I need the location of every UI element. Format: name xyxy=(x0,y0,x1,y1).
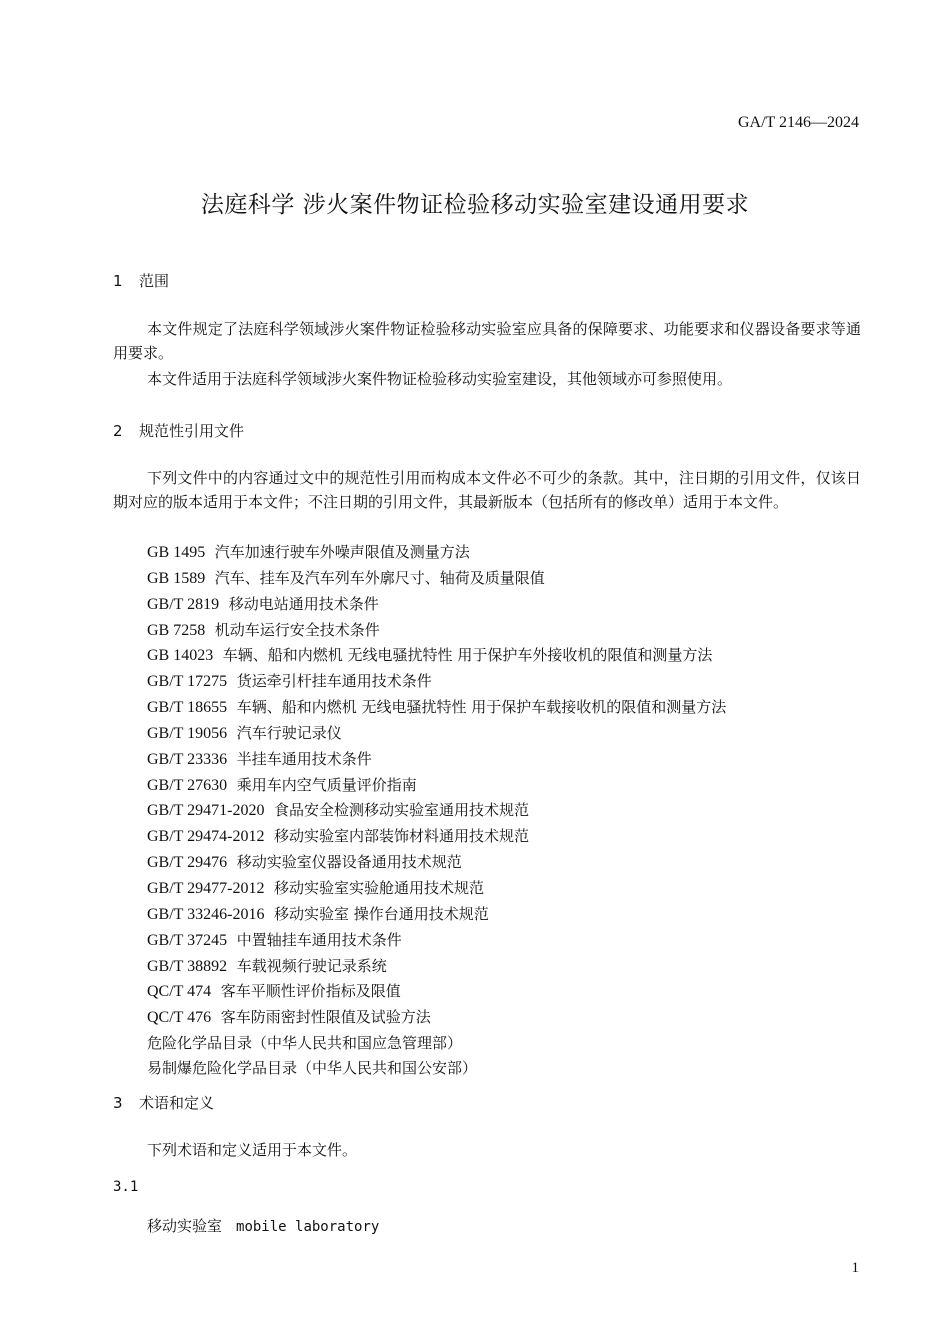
reference-code: GB/T 19056 xyxy=(147,724,228,742)
reference-item xyxy=(147,979,726,1005)
reference-code: QC/T 474 xyxy=(147,983,212,1001)
reference-list xyxy=(147,540,726,1081)
reference-title: 汽车行驶记录仪 xyxy=(236,723,342,742)
section-number: 2 xyxy=(113,422,123,440)
reference-code: GB/T 29477-2012 xyxy=(147,879,265,897)
paragraph: 下列文件中的内容通过文中的规范性引用而构成本文件必不可少的条款。其中，注日期的引用文件，仅该日期对应的版本适用于本文件；不注日期的引用文件，其最新版本（包括所有的修改单）适用于本文件。 xyxy=(113,469,861,511)
reference-item xyxy=(147,643,726,669)
reference-code: GB/T 37245 xyxy=(147,931,228,949)
reference-item xyxy=(147,902,726,928)
reference-code: GB/T 33246-2016 xyxy=(147,905,265,923)
page-number: 1 xyxy=(851,1260,859,1276)
section-title: 规范性引用文件 xyxy=(139,422,245,440)
reference-item xyxy=(147,1056,726,1081)
reference-title: 乘用车内空气质量评价指南 xyxy=(236,775,417,794)
reference-item xyxy=(147,850,726,876)
reference-title: 车辆、船和内燃机 无线电骚扰特性 用于保护车外接收机的限值和测量方法 xyxy=(222,646,713,665)
reference-title: 货运牵引杆挂车通用技术条件 xyxy=(236,672,432,691)
reference-code: GB 1495 xyxy=(147,544,206,561)
reference-item xyxy=(147,824,726,850)
reference-title: 移动实验室仪器设备通用技术规范 xyxy=(236,853,462,872)
reference-item xyxy=(147,592,726,618)
reference-title: 客车防雨密封性限值及试验方法 xyxy=(220,1008,431,1027)
reference-item xyxy=(147,876,726,902)
reference-title: 移动实验室内部装饰材料通用技术规范 xyxy=(274,827,530,846)
reference-code: GB/T 29476 xyxy=(147,854,228,872)
reference-item xyxy=(147,1031,726,1056)
reference-item xyxy=(147,540,726,566)
reference-title: 半挂车通用技术条件 xyxy=(236,749,372,768)
paragraph: 本文件规定了法庭科学领域涉火案件物证检验移动实验室应具备的保障要求、功能要求和仪器设备要求等通用要求。 xyxy=(113,320,861,362)
reference-title: 移动实验室 操作台通用技术规范 xyxy=(274,904,489,923)
reference-code: GB/T 29474-2012 xyxy=(147,828,265,846)
paragraph: 下列术语和定义适用于本文件。 xyxy=(147,1141,358,1159)
document-title: 法庭科学 涉火案件物证检验移动实验室建设通用要求 xyxy=(200,192,750,218)
term-en: mobile laboratory xyxy=(236,1219,380,1235)
reference-title: 移动实验室实验舱通用技术规范 xyxy=(274,878,485,897)
reference-item xyxy=(147,773,726,799)
term-zh: 移动实验室 xyxy=(147,1217,223,1235)
reference-item xyxy=(147,721,726,747)
reference-item xyxy=(147,1005,726,1031)
reference-item xyxy=(147,747,726,773)
reference-item xyxy=(147,669,726,695)
reference-code: GB/T 27630 xyxy=(147,776,228,794)
paragraph: 本文件适用于法庭科学领域涉火案件物证检验移动实验室建设，其他领域亦可参照使用。 xyxy=(147,370,733,388)
section-heading-scope xyxy=(113,270,169,291)
reference-item xyxy=(147,618,726,644)
reference-item xyxy=(147,928,726,954)
reference-code: GB/T 2819 xyxy=(147,595,220,613)
term-entry xyxy=(147,1215,379,1236)
section-title: 范围 xyxy=(139,272,170,290)
reference-title: 机动车运行安全技术条件 xyxy=(214,620,380,639)
reference-title: 食品安全检测移动实验室通用技术规范 xyxy=(274,801,530,820)
section-heading-normative-references xyxy=(113,420,244,441)
section-number: 3 xyxy=(113,1094,123,1112)
reference-title: 汽车、挂车及汽车列车外廓尺寸、轴荷及质量限值 xyxy=(214,568,545,587)
section-heading-terms-and-definitions xyxy=(113,1092,214,1113)
reference-code: GB/T 23336 xyxy=(147,750,228,768)
reference-title: 汽车加速行驶车外噪声限值及测量方法 xyxy=(214,543,470,561)
reference-title: 中置轴挂车通用技术条件 xyxy=(236,930,402,949)
reference-code: GB/T 17275 xyxy=(147,673,228,691)
reference-title: 危险化学品目录（中华人民共和国应急管理部） xyxy=(147,1034,463,1053)
reference-code: GB 7258 xyxy=(147,621,206,639)
reference-code: QC/T 476 xyxy=(147,1009,212,1027)
reference-code: GB 1589 xyxy=(147,569,206,587)
reference-title: 移动电站通用技术条件 xyxy=(228,594,379,613)
reference-item xyxy=(147,695,726,721)
reference-code: GB/T 29471-2020 xyxy=(147,802,265,820)
reference-title: 车辆、船和内燃机 无线电骚扰特性 用于保护车载接收机的限值和测量方法 xyxy=(236,698,727,717)
reference-title: 车载视频行驶记录系统 xyxy=(236,956,387,975)
reference-item xyxy=(147,566,726,592)
section-number: 1 xyxy=(113,272,123,290)
standard-code: GA/T 2146—2024 xyxy=(737,114,859,131)
reference-title: 客车平顺性评价指标及限值 xyxy=(220,982,401,1001)
reference-code: GB/T 38892 xyxy=(147,957,228,975)
reference-item xyxy=(147,954,726,980)
reference-code: GB 14023 xyxy=(147,647,214,665)
reference-title: 易制爆危险化学品目录（中华人民共和国公安部） xyxy=(147,1058,478,1077)
section-title: 术语和定义 xyxy=(139,1094,215,1112)
reference-item xyxy=(147,798,726,824)
clause-number: 3.1 xyxy=(113,1179,139,1195)
reference-code: GB/T 18655 xyxy=(147,699,228,717)
